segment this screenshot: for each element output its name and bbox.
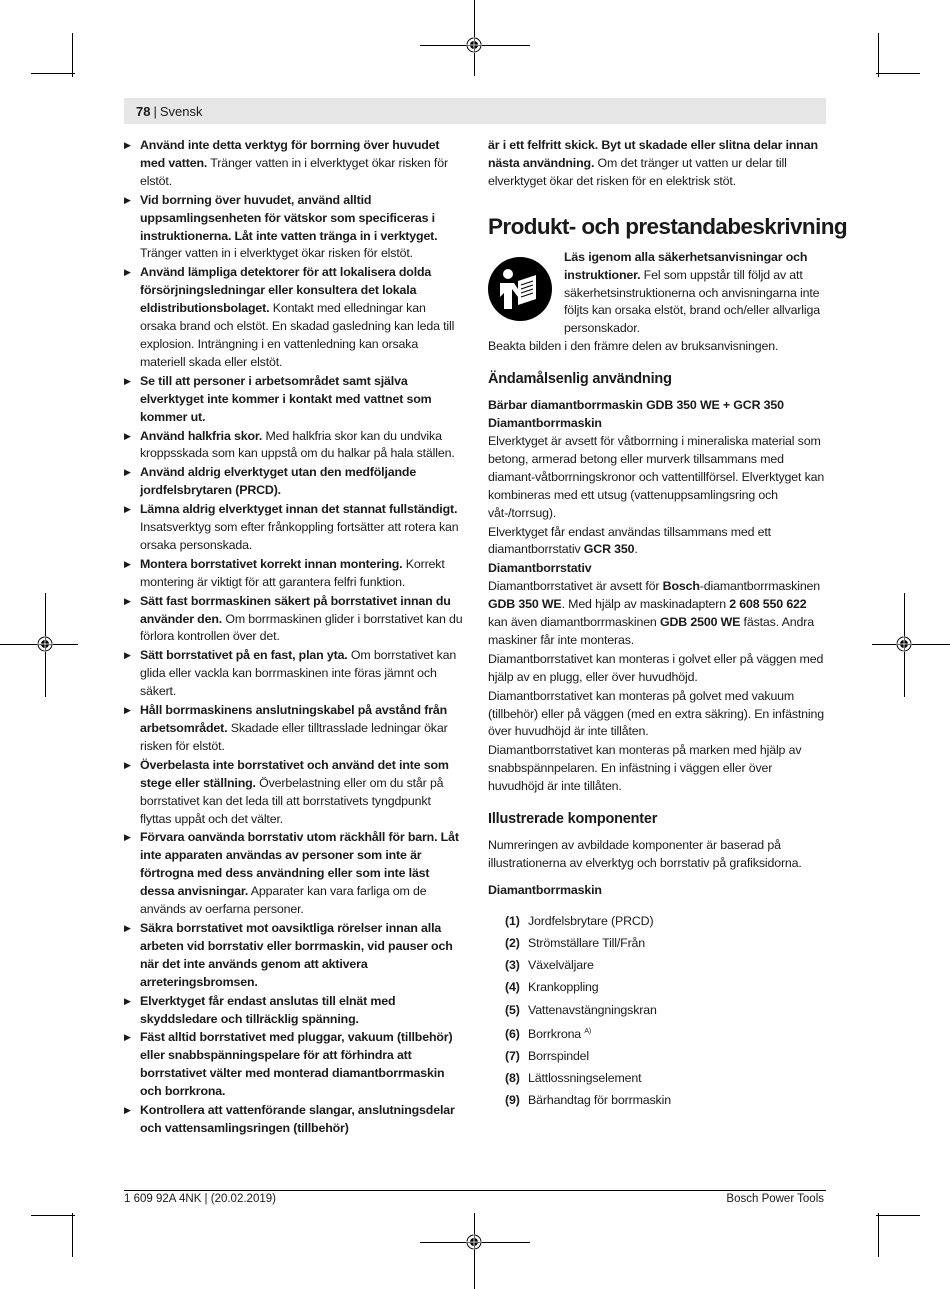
component-item xyxy=(505,1045,828,1067)
bullet-bold: Elverktyget får endast anslutas till elnät med skyddsledare och tillräcklig spänning. xyxy=(140,993,396,1026)
component-label: Jordfelsbrytare (PRCD) xyxy=(528,913,654,928)
safety-bullet-list xyxy=(124,137,464,1138)
bullet-bold: Sätt fast borrmaskinen säkert på borrstativet innan du använder den. xyxy=(140,593,451,626)
bullet-bold: Vid borrning över huvudet, använd alltid uppsamlingsenheten för vätskor som specificeras i instruktionerna. Låt inte vatten tränga in i verktyget. xyxy=(140,192,438,243)
components-heading: Illustrerade komponenter xyxy=(488,811,658,828)
bullet-bold: Fäst alltid borrstativet med pluggar, vakuum (tillbehör) eller snabbspänningspelare för att förhindra att borrstativet välter med monterad diamantborrmaskin och borrkrona. xyxy=(140,1030,453,1099)
bullet-item xyxy=(124,264,464,371)
bullet-item xyxy=(124,993,464,1029)
bullet-item xyxy=(124,556,464,592)
bullet-bold: Använd inte detta verktyg för borrning över huvudet med vatten. xyxy=(140,138,440,170)
component-item xyxy=(505,932,828,954)
component-number: (8) xyxy=(505,1071,520,1086)
components-subheading: Diamantborrmaskin xyxy=(488,882,602,897)
registration-mark-icon xyxy=(896,636,912,652)
component-number: (5) xyxy=(505,1002,520,1017)
crop-mark xyxy=(31,73,75,74)
bullet-text: Tränger vatten in i elverktyget ökar risken för elstöt. xyxy=(140,246,413,261)
footnote-marker: A) xyxy=(584,1027,592,1035)
bullet-bold: Använd lämpliga detektorer för att lokalisera dolda försörjningsledningar eller konsultera det lokala eldistributionsbolaget. xyxy=(140,265,432,316)
warning-body: Fel som uppstår till följd av att säkerhetsinstruktionerna och anvisningarna inte följts kan orsaka elstöt, brand och/eller allvarliga personskador. xyxy=(564,267,820,336)
bullet-text: Om borrstativet kan glida eller vackla kan borrmaskinen inte föras jämnt och säkert. xyxy=(140,648,457,699)
crop-mark xyxy=(72,33,73,77)
header-separator: | xyxy=(153,104,157,119)
safety-warning xyxy=(488,249,828,339)
registration-mark-icon xyxy=(466,37,482,53)
text-span: kan även diamantborrmaskinen xyxy=(488,615,660,630)
read-manual-icon xyxy=(488,257,552,321)
bullet-item xyxy=(124,1102,464,1138)
page-header xyxy=(124,98,826,124)
bullet-item xyxy=(124,647,464,701)
text-span: . xyxy=(634,542,638,557)
bullet-bold: Se till att personer i arbetsområdet samt själva elverktyget inte kommer i kontakt med vattnet som kommer ut. xyxy=(140,373,432,424)
registration-mark-icon xyxy=(466,1234,482,1250)
bullet-item xyxy=(124,373,464,427)
footer-brand: Bosch Power Tools xyxy=(726,1193,824,1205)
text-span: fästas. Andra maskiner får inte monteras. xyxy=(488,615,814,647)
intended-use-heading: Ändamålsenlig användning xyxy=(488,371,672,388)
crop-mark xyxy=(474,1213,475,1289)
component-label: Vattenavstängningskran xyxy=(528,1002,657,1017)
bullet-bold: Säkra borrstativet mot oavsiktliga rörelser innan alla arbeten vid borrstativ eller borrmaskin, vid pauser och när det inte används genom att aktivera arreteringsbromsen. xyxy=(140,920,453,989)
bullet-bold: Håll borrmaskinens anslutningskabel på avstånd från arbetsområdet. xyxy=(140,703,448,735)
bullet-item xyxy=(124,757,464,829)
component-number: (1) xyxy=(505,913,520,928)
crop-mark xyxy=(31,1215,75,1216)
stand-paragraph-2: Diamantborrstativet kan monteras i golvet eller på väggen med hjälp av en plugg, eller över huvudhöjd. xyxy=(488,651,824,684)
drill-paragraph-2 xyxy=(488,524,828,560)
text-bold: 2 608 550 622 xyxy=(729,597,807,612)
bullet-continuation xyxy=(488,137,828,191)
drill-paragraph: Elverktyget är avsett för våtborrning i mineraliska material som betong, armerad betong eller murverk tillsammans med diamant-våtborrningskronor och vattentillförsel. Elverktyget kan kombineras med ett utsug (vattenuppsamlingsring och våt-/torrsug). xyxy=(488,433,825,520)
bullet-bold: Montera borrstativet korrekt innan montering. xyxy=(140,556,403,571)
crop-mark xyxy=(876,73,920,74)
continuation-bold: är i ett felfritt skick. Byt ut skadade eller slitna delar innan nästa användning. xyxy=(488,138,818,170)
bullet-item xyxy=(124,137,464,191)
drill-heading: Diamantborrmaskin xyxy=(488,416,602,431)
crop-mark xyxy=(878,1213,879,1257)
bullet-item xyxy=(124,192,464,264)
text-bold: GCR 350 xyxy=(583,542,635,557)
stand-paragraph-3: Diamantborrstativet kan monteras på golvet med vakuum (tillbehör) eller på väggen (med en extra säkring). En infästning över huvudhöjd är inte tillåten. xyxy=(488,688,824,739)
bullet-bold: Överbelasta inte borrstativet och använd det inte som stege eller ställning. xyxy=(140,757,449,790)
bullet-bold: Lämna aldrig elverktyget innan det stannat fullständigt. xyxy=(140,502,458,517)
component-item xyxy=(505,1089,828,1111)
bullet-text: Insatsverktyg som efter frånkoppling fortsätter att rotera kan orsaka personskada. xyxy=(140,520,459,552)
component-label: Borrspindel xyxy=(528,1049,590,1064)
text-bold: GDB 350 WE xyxy=(488,597,562,612)
bullet-bold: Kontrollera att vattenförande slangar, anslutningsdelar och vattensamlingsringen (tillbehör) xyxy=(140,1103,455,1135)
component-item xyxy=(505,976,828,998)
stand-paragraph-4: Diamantborrstativet kan monteras på marken med hjälp av snabbspännpelaren. En infästning i väggen eller över huvudhöjd är inte tillåten. xyxy=(488,743,802,794)
left-column xyxy=(124,137,464,1139)
component-number: (7) xyxy=(505,1049,520,1064)
component-number: (6) xyxy=(505,1026,520,1041)
component-label: Bärhandtag för borrmaskin xyxy=(528,1093,671,1108)
warning-bold: Läs igenom alla säkerhetsanvisningar och instruktioner. xyxy=(564,249,808,282)
component-list xyxy=(488,910,828,1112)
crop-mark xyxy=(878,33,879,77)
bullet-text: Apparater kan vara farliga om de används av oerfarna personer. xyxy=(140,884,427,917)
bullet-item xyxy=(124,1029,464,1101)
crop-mark xyxy=(876,1215,920,1216)
section-title: Produkt- och prestandabeskrivning xyxy=(488,213,848,239)
component-item xyxy=(505,1021,828,1045)
component-number: (3) xyxy=(505,958,520,973)
warning-text xyxy=(564,249,828,339)
right-column xyxy=(488,137,848,1112)
bullet-item xyxy=(124,920,464,992)
stand-paragraph xyxy=(488,578,828,650)
bullet-text: Kontakt med elledningar kan orsaka brand och elstöt. En skadad gasledning kan leda till explosion. Inträngning i en vattenledning kan orsaka materiell skada eller elstöt. xyxy=(140,301,455,369)
component-number: (4) xyxy=(505,980,520,995)
bullet-text: Skadade eller tilltrasslade ledningar ökar risken för elstöt. xyxy=(140,721,448,753)
component-label: Lättlossningselement xyxy=(528,1071,642,1086)
bullet-bold: Sätt borrstativet på en fast, plan yta. xyxy=(140,648,348,663)
text-span: Elverktyget får endast användas tillsammans med ett diamantborrstativ xyxy=(488,524,771,557)
bullet-item xyxy=(124,829,464,919)
stand-heading: Diamantborrstativ xyxy=(488,561,592,576)
text-span: . Med hjälp av maskinadaptern xyxy=(561,597,730,612)
footer-doc-id: 1 609 92A 4NK | (20.02.2019) xyxy=(124,1193,276,1205)
text-span: Diamantborrstativet är avsett för xyxy=(488,579,663,594)
component-item xyxy=(505,1067,828,1089)
registration-mark-icon xyxy=(37,636,53,652)
crop-mark xyxy=(72,1213,73,1257)
footer-rule xyxy=(124,1190,826,1191)
bullet-text: Om borrmaskinen glider i borrstativet kan du förlora kontrollen över det. xyxy=(140,611,463,644)
text-span: -diamantborrmaskinen xyxy=(699,579,821,594)
continuation-text: Om det tränger ut vatten ur delar till elverktyget ökar det risken för en elektrisk stöt. xyxy=(488,155,787,188)
bullet-text: Korrekt montering är viktigt för att garantera felfri funktion. xyxy=(140,556,445,589)
bullet-bold: Använd halkfria skor. xyxy=(140,428,263,443)
bullet-item xyxy=(124,464,464,500)
component-item xyxy=(505,910,828,932)
bullet-bold: Förvara oanvända borrstativ utom räckhåll för barn. Låt inte apparaten användas av personer som inte är förtrogna med dess användning eller som inte läst dessa anvisningar. xyxy=(140,830,459,899)
header-text xyxy=(136,103,203,120)
bullet-item xyxy=(124,702,464,756)
text-bold: GDB 2500 WE xyxy=(659,615,741,630)
header-language: Svensk xyxy=(159,104,203,119)
bullet-text: Överbelastning eller om du står på borrstativet kan det leda till att borrstativets tyngdpunkt flyttas uppåt och det välter. xyxy=(140,775,444,826)
component-label: Strömställare Till/Från xyxy=(528,936,646,951)
component-item xyxy=(505,999,828,1021)
note-text: Beakta bilden i den främre delen av bruksanvisningen. xyxy=(488,339,779,354)
bullet-text: Tränger vatten in i elverktyget ökar risken för elstöt. xyxy=(140,155,448,188)
component-number: (9) xyxy=(505,1093,520,1108)
bullet-bold: Använd aldrig elverktyget utan den medföljande jordfelsbrytaren (PRCD). xyxy=(140,465,417,498)
component-label: Växelväljare xyxy=(528,958,594,973)
components-intro: Numreringen av avbildade komponenter är baserad på illustrationerna av elverktyg och borrstativ på grafiksidorna. xyxy=(488,838,802,870)
component-label: Krankoppling xyxy=(528,980,599,995)
component-label: Borrkrona xyxy=(528,1026,582,1041)
page-number: 78 xyxy=(136,104,151,119)
component-number: (2) xyxy=(505,936,520,951)
model-line: Bärbar diamantborrmaskin GDB 350 WE + GCR 350 xyxy=(488,398,784,413)
component-item xyxy=(505,954,828,976)
bullet-item xyxy=(124,593,464,647)
bullet-item xyxy=(124,428,464,464)
bullet-item xyxy=(124,501,464,555)
bullet-text: Med halkfria skor kan du undvika kroppsskada som kan uppstå om du halkar på hala ställen. xyxy=(140,428,455,461)
text-bold: Bosch xyxy=(662,579,700,594)
